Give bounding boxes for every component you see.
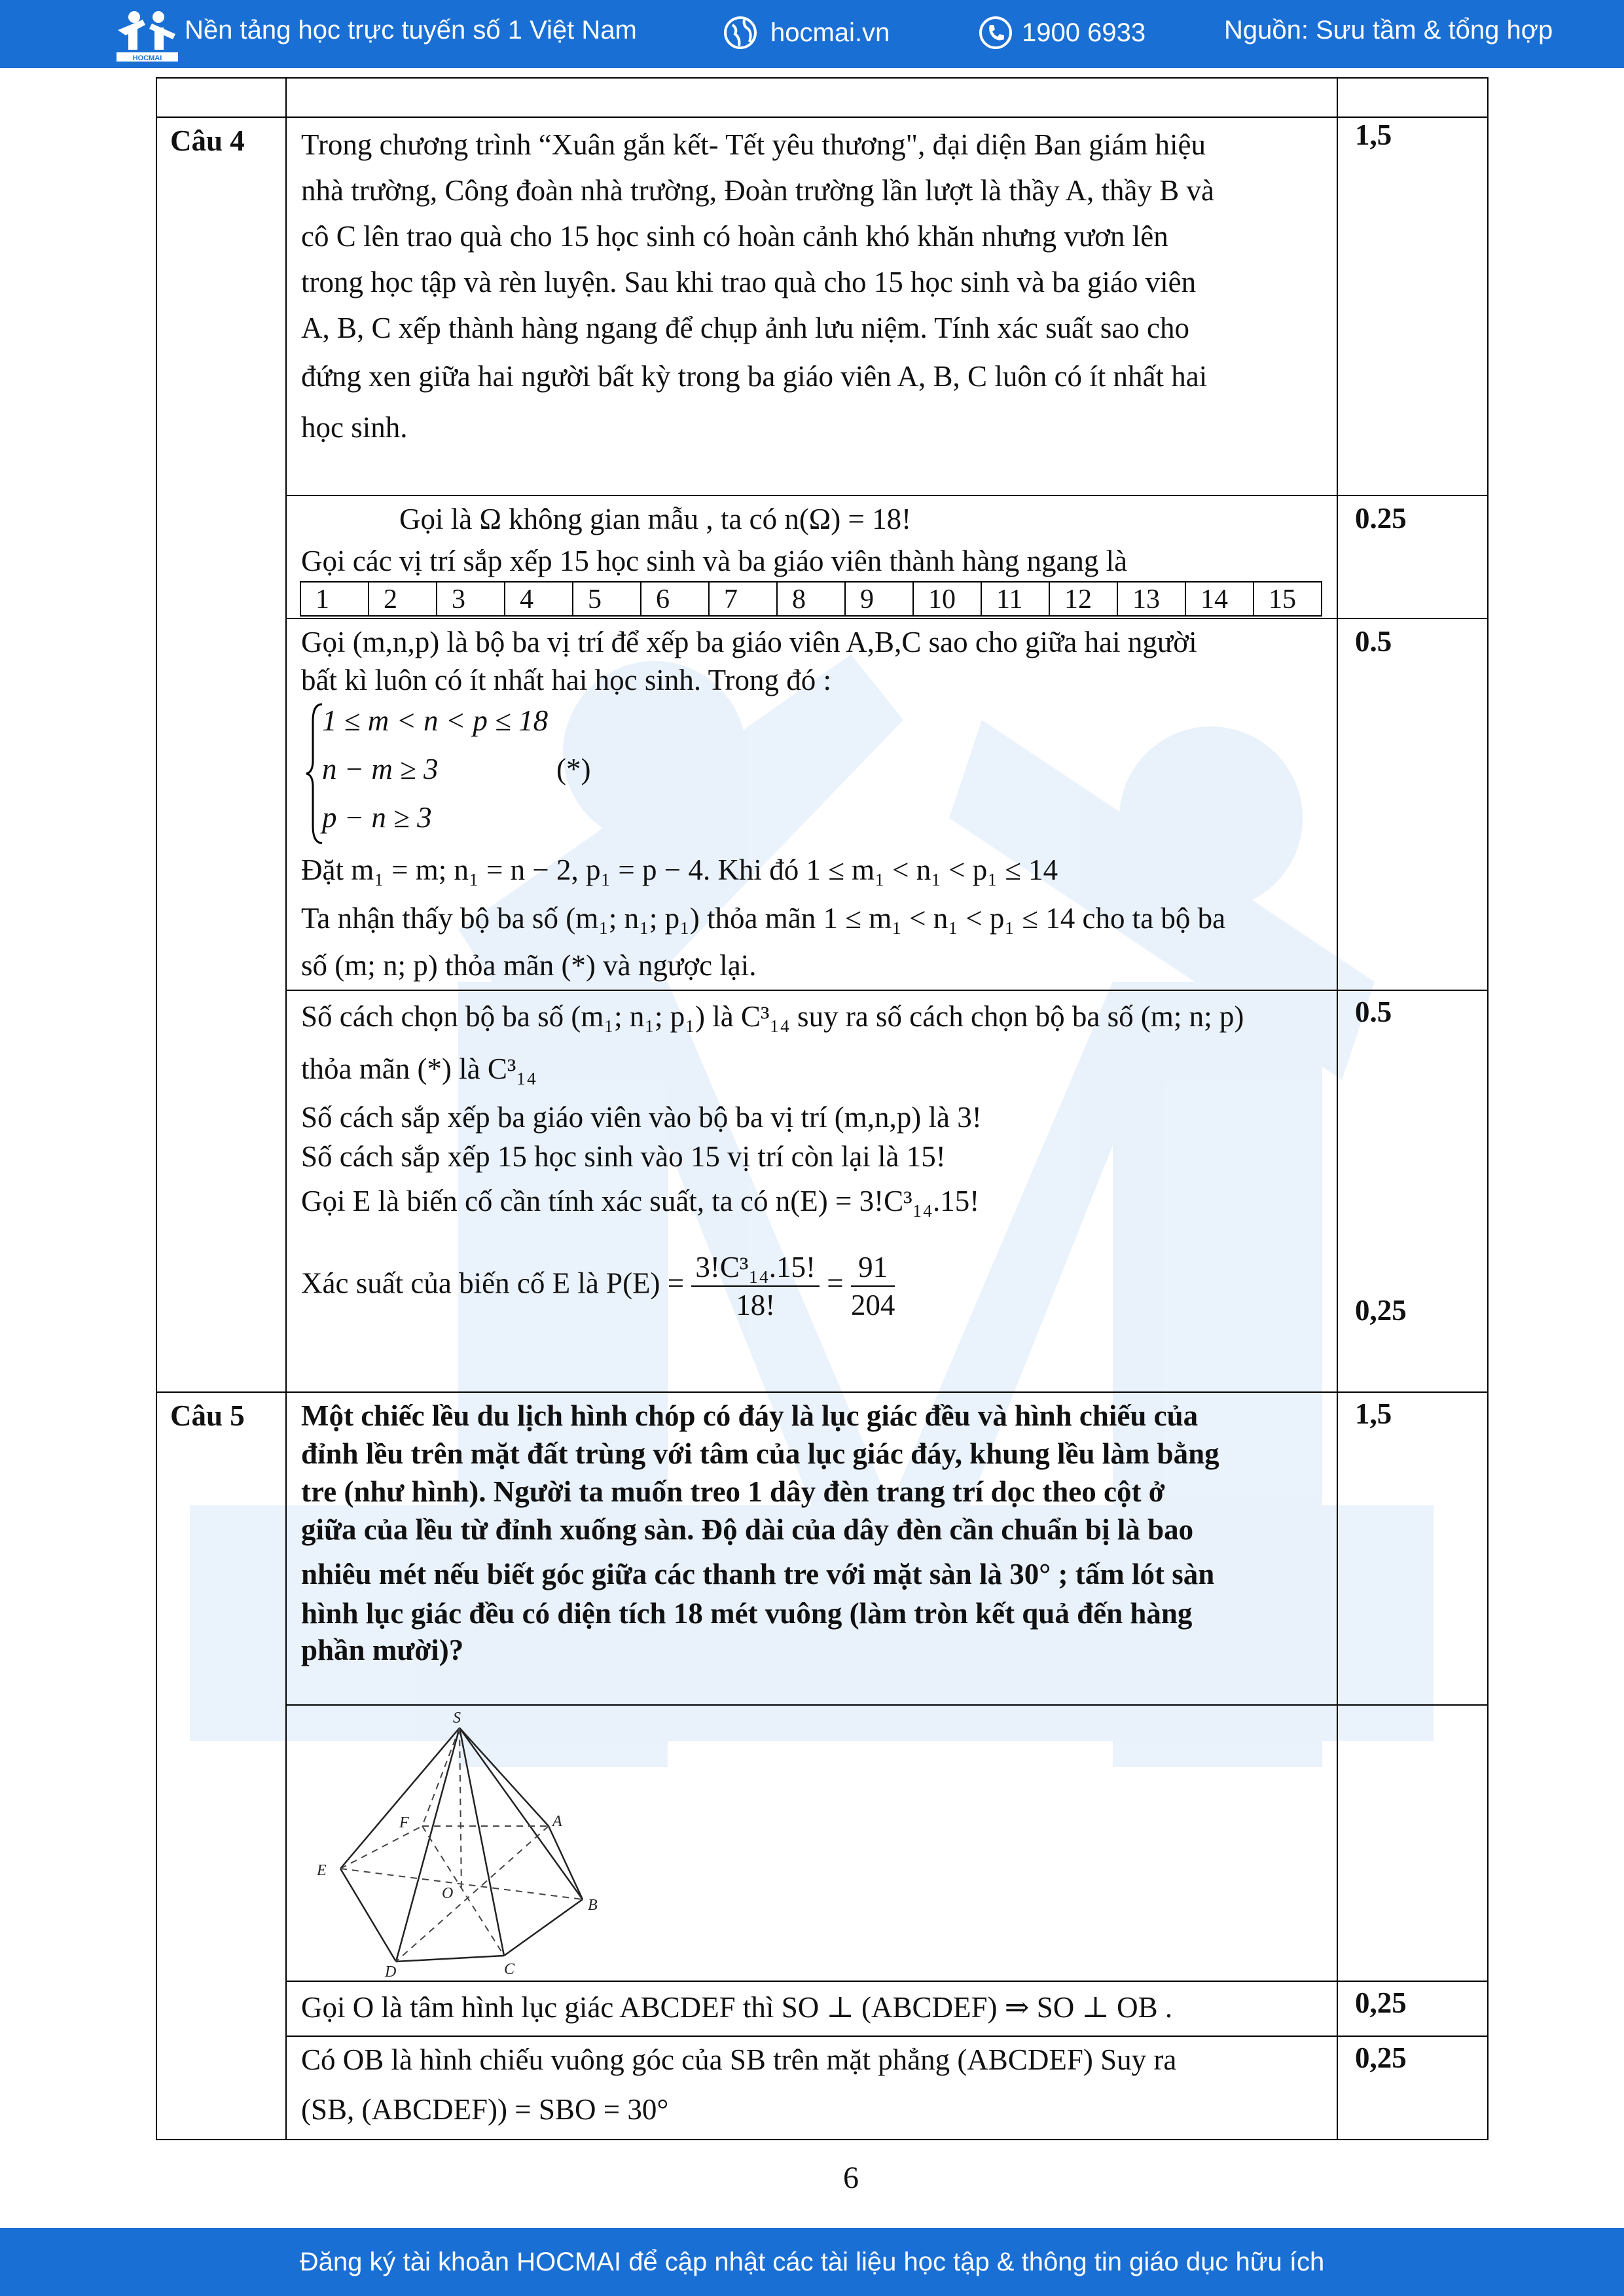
q5-step2-line: (SB, (ABCDEF)) = SBO = 30° bbox=[301, 2093, 669, 2126]
header-hotline[interactable]: 1900 6933 bbox=[979, 16, 1146, 50]
q4-step3-line: Số cách chọn bộ ba số (m₁; n₁; p₁) là C³₁₄ suy ra số cách chọn bộ ba số (m; n; p) bbox=[301, 1000, 1244, 1033]
frac-num: 91 bbox=[851, 1249, 895, 1287]
q4-step2-note: Ta nhận thấy bộ ba số (m₁; n₁; p₁) thỏa mãn 1 ≤ m₁ < n₁ < p₁ ≤ 14 cho ta bộ ba bbox=[301, 902, 1226, 935]
q5-question-line: hình lục giác đều có diện tích 18 mét vuông (làm tròn kết quả đến hàng bbox=[301, 1597, 1193, 1630]
frac-num: 3!C³₁₄.15! bbox=[691, 1249, 820, 1287]
q4-step2-line: bất kì luôn có ít nhất hai học sinh. Trong đó : bbox=[301, 664, 831, 696]
q5-question-line: giữa của lều từ đỉnh xuống sàn. Độ dài của dây đèn cần chuẩn bị là bao bbox=[301, 1513, 1194, 1546]
system-eq: n − m ≥ 3 bbox=[322, 753, 439, 785]
q4-step3-line: Gọi E là biến cố cần tính xác suất, ta có n(E) = 3!C³₁₄.15! bbox=[301, 1185, 980, 1217]
position-cell: 5 bbox=[573, 583, 641, 615]
position-cell: 4 bbox=[505, 583, 573, 615]
position-cell: 7 bbox=[710, 583, 778, 615]
q5-question-line: Một chiếc lều du lịch hình chóp có đáy là lục giác đều và hình chiếu của bbox=[301, 1399, 1199, 1432]
q4-question-line: học sinh. bbox=[301, 411, 408, 444]
hexagonal-pyramid-figure bbox=[308, 1708, 622, 1978]
q4-step2-line: Gọi (m,n,p) là bộ ba vị trí để xếp ba giáo viên A,B,C sao cho giữa hai người bbox=[301, 626, 1197, 658]
q5-question-line: đỉnh lều trên mặt đất trùng với tâm của lục giác đáy, khung lều làm bằng bbox=[301, 1437, 1219, 1470]
q4-step2-score: 0.5 bbox=[1355, 625, 1392, 658]
vertex-label: D bbox=[385, 1964, 397, 1978]
q5-step1-score: 0,25 bbox=[1355, 1986, 1407, 2019]
q4-question-line: Trong chương trình “Xuân gắn kết- Tết yêu thương", đại diện Ban giám hiệu bbox=[301, 128, 1206, 161]
q4-question-line: trong học tập và rèn luyện. Sau khi trao quà cho 15 học sinh và ba giáo viên bbox=[301, 266, 1197, 298]
vertex-label: A bbox=[552, 1813, 562, 1830]
position-cell: 6 bbox=[641, 583, 710, 615]
q5-question-line: nhiêu mét nếu biết góc giữa các thanh tre với mặt sàn là 30° ; tấm lót sàn bbox=[301, 1558, 1215, 1590]
hocmai-logo-icon[interactable] bbox=[111, 5, 183, 63]
q4-step1-line2: Gọi các vị trí sắp xếp 15 học sinh và ba giáo viên thành hàng ngang là bbox=[301, 545, 1128, 577]
positions-row bbox=[300, 581, 1322, 617]
system-tag: (*) bbox=[556, 753, 591, 785]
prob-fraction bbox=[851, 1249, 895, 1323]
q5-step2-score: 0,25 bbox=[1355, 2041, 1407, 2074]
q5-question-line: phần mười)? bbox=[301, 1634, 464, 1666]
logo-text: HOCMAI bbox=[132, 54, 162, 62]
frac-den: 18! bbox=[736, 1289, 776, 1321]
page-number: 6 bbox=[843, 2161, 859, 2195]
position-cell: 13 bbox=[1118, 583, 1186, 615]
vertex-label: C bbox=[504, 1961, 515, 1978]
footer-text[interactable]: Đăng ký tài khoản HOCMAI để cập nhật các tài liệu học tập & thông tin giáo dục hữu ích bbox=[299, 2248, 1325, 2276]
position-cell: 8 bbox=[778, 583, 846, 615]
vertex-label: S bbox=[453, 1710, 461, 1727]
frac-den: 204 bbox=[850, 1289, 895, 1321]
q5-label: Câu 5 bbox=[170, 1399, 245, 1432]
q5-score-total: 1,5 bbox=[1355, 1397, 1392, 1430]
q4-score-total: 1,5 bbox=[1355, 118, 1392, 151]
q4-label: Câu 4 bbox=[170, 124, 245, 157]
q4-step2-set: Đặt m₁ = m; n₁ = n − 2, p₁ = p − 4. Khi đó 1 ≤ m₁ < n₁ < p₁ ≤ 14 bbox=[301, 853, 1058, 886]
position-cell: 12 bbox=[1050, 583, 1118, 615]
position-cell: 2 bbox=[369, 583, 437, 615]
site-footer[interactable] bbox=[0, 2228, 1624, 2296]
q4-step1-score: 0.25 bbox=[1355, 502, 1407, 535]
q4-question-line: nhà trường, Công đoàn nhà trường, Đoàn trường lần lượt là thầy A, thầy B và bbox=[301, 174, 1215, 207]
globe-icon bbox=[723, 16, 757, 50]
phone-icon bbox=[979, 16, 1013, 50]
prob-label: Xác suất của biến cố E là P(E) = bbox=[301, 1266, 685, 1300]
site-header bbox=[0, 0, 1624, 68]
position-cell: 9 bbox=[846, 583, 914, 615]
position-cell: 15 bbox=[1269, 584, 1296, 615]
header-website-link[interactable]: hocmai.vn bbox=[723, 16, 890, 50]
q4-step3-line: Số cách sắp xếp 15 học sinh vào 15 vị trí còn lại là 15! bbox=[301, 1140, 946, 1173]
vertex-label: O bbox=[442, 1885, 454, 1902]
header-tagline: Nền tảng học trực tuyến số 1 Việt Nam bbox=[185, 16, 637, 45]
position-cell: 14 bbox=[1186, 583, 1254, 615]
position-cell: 1 bbox=[301, 583, 369, 615]
q4-step3-score2: 0,25 bbox=[1355, 1294, 1407, 1327]
q4-step3-prob: Xác suất của biến cố E là P(E) = $\frac{\text{3!C³₁₄.15!}}{18!}$ = $\frac{91}{204}$ bbox=[301, 1249, 895, 1323]
q4-step3-line: thỏa mãn (*) là C³₁₄ bbox=[301, 1052, 537, 1085]
q4-step3-score: 0.5 bbox=[1355, 996, 1392, 1028]
position-cell: 3 bbox=[437, 583, 505, 615]
q5-step1: Gọi O là tâm hình lục giác ABCDEF thì SO ⊥ (ABCDEF) ⇒ SO ⊥ OB . bbox=[301, 1991, 1173, 2024]
header-source: Nguồn: Sưu tầm & tổng hợp bbox=[1224, 16, 1553, 45]
vertex-label: F bbox=[399, 1814, 409, 1831]
q4-step1-line1: Gọi là Ω không gian mẫu , ta có n(Ω) = 18! bbox=[399, 503, 912, 535]
q4-step3-line: Số cách sắp xếp ba giáo viên vào bộ ba vị trí (m,n,p) là 3! bbox=[301, 1101, 982, 1134]
vertex-label: B bbox=[588, 1897, 598, 1914]
q4-step2-note: số (m; n; p) thỏa mãn (*) và ngược lại. bbox=[301, 949, 757, 982]
system-eq: 1 ≤ m < n < p ≤ 18 bbox=[322, 704, 549, 737]
system-eq: p − n ≥ 3 bbox=[322, 801, 432, 834]
prob-fraction bbox=[691, 1249, 820, 1323]
q5-question-line: tre (như hình). Người ta muốn treo 1 dây đèn trang trí dọc theo cột ở bbox=[301, 1475, 1165, 1508]
position-cell: 10 bbox=[914, 583, 982, 615]
q4-question-line: cô C lên trao quà cho 15 học sinh có hoàn cảnh khó khăn nhưng vươn lên bbox=[301, 220, 1168, 253]
vertex-label: E bbox=[317, 1862, 327, 1879]
q4-question-line: đứng xen giữa hai người bất kỳ trong ba giáo viên A, B, C luôn có ít nhất hai bbox=[301, 360, 1208, 393]
q4-question-line: A, B, C xếp thành hàng ngang để chụp ảnh lưu niệm. Tính xác suất sao cho bbox=[301, 312, 1190, 344]
position-cell: 11 bbox=[982, 583, 1050, 615]
q5-step2-line: Có OB là hình chiếu vuông góc của SB trên mặt phẳng (ABCDEF) Suy ra bbox=[301, 2043, 1177, 2076]
